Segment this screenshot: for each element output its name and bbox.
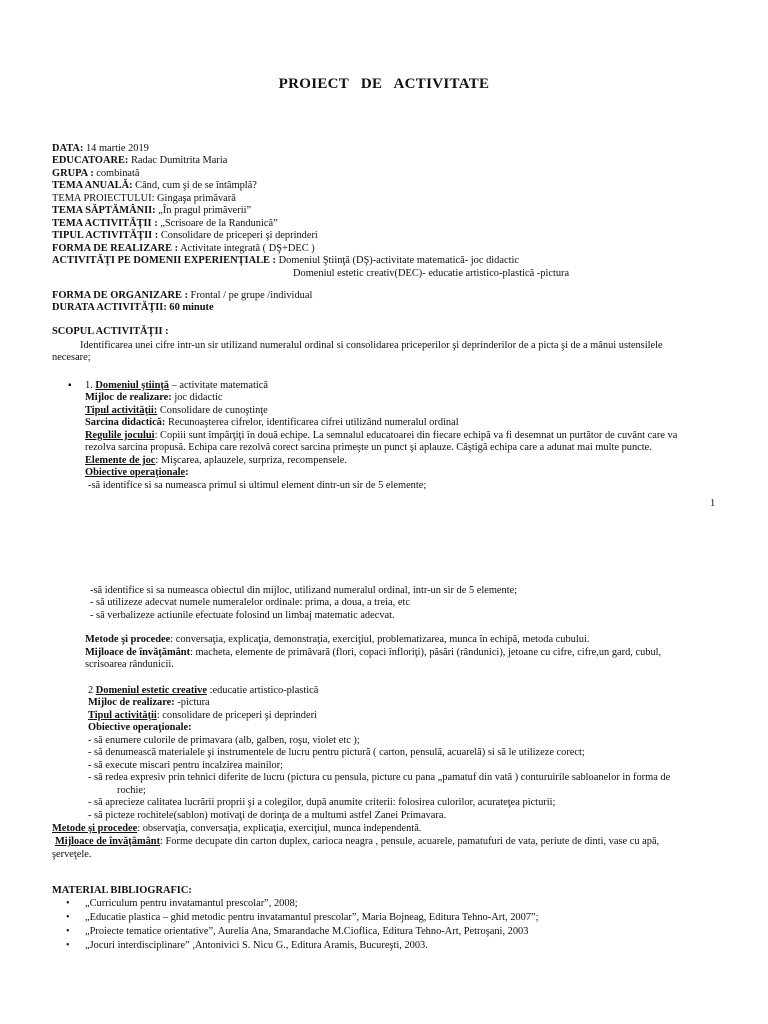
bibliography-item: „Curriculum pentru invatamantul prescolar”, 2008; — [85, 898, 298, 909]
domain2-obiectiv-3: - să execute miscari pentru incalzirea mainilor; — [88, 760, 284, 771]
domain1-sarcina: Sarcina didactică: Recunoaşterea cifrelor, identificarea cifrei utilizând numeralul ordinal — [85, 417, 459, 428]
info-tipul-activitatii: TIPUL ACTIVITĂŢII : Consolidare de priceperi şi deprinderi — [52, 230, 318, 241]
info-activitati-domenii-2: Domeniul estetic creativ(DEC)- educatie artistico-plastică -pictura — [293, 268, 570, 279]
domain1-obiectiv-2: -să identifice si sa numeasca obiectul din mijloc, utilizand numeralul ordinal, intr-un sir de 5 elemente; — [90, 585, 518, 596]
domain2-mijloace-line2: şerveţele. — [52, 849, 92, 860]
domain1-obiective-heading: Obiective operaţionale: — [85, 467, 189, 478]
domain1-heading: 1. Domeniul ştiinţă – activitate matematică — [85, 380, 268, 391]
bullet-icon: • — [66, 898, 70, 909]
info-activitati-domenii: ACTIVITĂŢI PE DOMENII EXPERIENŢIALE : Domeniul Ştiinţă (DŞ)-activitate matematică- joc didactic — [52, 255, 519, 266]
info-tema-saptamanii: TEMA SĂPTĂMÂNII: „În pragul primăverii” — [52, 205, 252, 216]
domain2-obiective-heading: Obiective operaţionale: — [88, 722, 192, 733]
info-forma-organizare: FORMA DE ORGANIZARE : Frontal / pe grupe /individual — [52, 290, 313, 301]
domain2-obiectiv-2: - să denumească materialele şi instrumentele de lucru pentru pictură ( carton, pensulă, acuarelă) si să le utilizeze corect; — [88, 747, 585, 758]
domain2-obiectiv-5: - să aprecieze calitatea lucrării proprii şi a colegilor, după anumite criterii: folosirea culorilor, acurateţea picturii; — [88, 797, 556, 808]
info-educatoare: EDUCATOARE: Radac Dumitrita Maria — [52, 155, 228, 166]
domain2-heading: 2 Domeniul estetic creative :educatie artistico-plastică — [88, 685, 319, 696]
domain2-obiectiv-1: - să enumere culorile de primavara (alb, galben, roşu, violet etc ); — [88, 735, 360, 746]
bullet-icon: • — [66, 940, 70, 951]
bibliography-heading: MATERIAL BIBLIOGRAFIC: — [52, 885, 192, 896]
page-number: 1 — [710, 498, 716, 509]
domain1-metode: Metode şi procedee: conversaţia, explicaţia, demonstraţia, exerciţiul, problematizarea, munca în echipă, metoda cubului. — [85, 634, 590, 645]
domain2-mijloc: Mijloc de realizare: -pictura — [88, 697, 210, 708]
scop-text-line1: Identificarea unei cifre intr-un sir utilizand numeralul ordinal si consolidarea priceperilor şi deprinderilor de a picta şi de a mânui ustensilele — [80, 340, 663, 351]
domain2-obiectiv-6: - să picteze rochitele(sablon) motivaţi de dorinţa de a multumi astfel Zanei Primavara. — [88, 810, 447, 821]
domain1-obiectiv-3: - să utilizeze adecvat numele numeralelor ordinale: prima, a doua, a treia, etc — [90, 597, 410, 608]
domain1-mijloc: Mijloc de realizare: joc didactic — [85, 392, 223, 403]
page-title: PROIECT DE ACTIVITATE — [278, 76, 490, 92]
domain2-mijloace: Mijloace de învăţământ: Forme decupate din carton duplex, carioca neagra , pensule, acuarele, pamatufuri de vata, periute de dinti, vase cu apă, — [55, 836, 660, 847]
info-grupa: GRUPA : combinată — [52, 168, 140, 179]
scop-heading: SCOPUL ACTIVITĂŢII : — [52, 326, 169, 337]
info-tema-proiectului: TEMA PROIECTULUI: Gingaşa primăvară — [52, 193, 236, 204]
bullet-icon: • — [66, 926, 70, 937]
bibliography-item: „Jocuri interdisciplinare” ,Antonivici S. Nicu G., Editura Aramis, Bucureşti, 2003. — [85, 940, 428, 951]
domain1-elemente: Elemente de joc: Mişcarea, aplauzele, surpriza, recompensele. — [85, 455, 347, 466]
domain1-mijloace: Mijloace de învăţământ: macheta, elemente de primăvară (flori, copaci înfloriţi), păsări (rândunici), jetoane cu cifre, cifre,un gard, cubul, — [85, 647, 662, 658]
bibliography-item: „Proiecte tematice orientative”, Aurelia Ana, Smarandache M.Cioflica, Editura Tehno-Art, Petroşani, 2003 — [85, 926, 529, 937]
info-durata: DURATA ACTIVITĂŢII: 60 minute — [52, 302, 214, 313]
domain2-tipul: Tipul activităţii: consolidare de priceperi şi deprinderi — [88, 710, 317, 721]
square-bullet-icon: ▪ — [68, 380, 72, 391]
bibliography-item: „Educatie plastica – ghid metodic pentru invatamantul prescolar”, Maria Bojneag, Editura Tehno-Art, 2007”; — [85, 912, 539, 923]
domain1-mijloace-line2: scrisoarea rândunicii. — [85, 659, 174, 670]
domain1-reguli-line2: rezolva sarcina propusă. Echipa care rezolvă corect sarcina primeşte un punct şi aplauze. Câştigă echipa care a adunat mai multe puncte. — [85, 442, 652, 453]
domain1-obiectiv-4: - să verbalizeze actiunile efectuate folosind un limbaj matematic adecvat. — [90, 610, 395, 621]
domain2-obiectiv-4-cont: rochie; — [117, 785, 146, 796]
info-forma-realizare: FORMA DE REALIZARE : Activitate integrată ( DŞ+DEC ) — [52, 243, 315, 254]
domain2-metode: Metode şi procedee: observaţia, conversaţia, explicaţia, exerciţiul, munca independentă. — [52, 823, 422, 834]
domain1-obiectiv-1: -să identifice si sa numeasca primul si ultimul element dintr-un sir de 5 elemente; — [88, 480, 427, 491]
domain1-reguli: Regulile jocului: Copiii sunt împărţiţi în două echipe. La semnalul educatoarei din fiecare echipă va fi desemnat un purtător de cuvânt care va — [85, 430, 678, 441]
bullet-icon: • — [66, 912, 70, 923]
scop-text-line2: necesare; — [52, 352, 91, 363]
domain2-obiectiv-4: - să redea expresiv prin tehnici diferite de lucru (pictura cu pensula, picture cu pana „pamatuf din vată ) conturuirile sabloanelor in forma de — [88, 772, 671, 783]
info-date: DATA: 14 martie 2019 — [52, 143, 149, 154]
domain1-tipul: Tipul activităţii: Consolidare de cunoştinţe — [85, 405, 268, 416]
info-tema-anuala: TEMA ANUALĂ: Când, cum şi de se întâmplă? — [52, 180, 257, 191]
info-tema-activitatii: TEMA ACTIVITĂŢII : „Scrisoare de la Randunică” — [52, 218, 278, 229]
